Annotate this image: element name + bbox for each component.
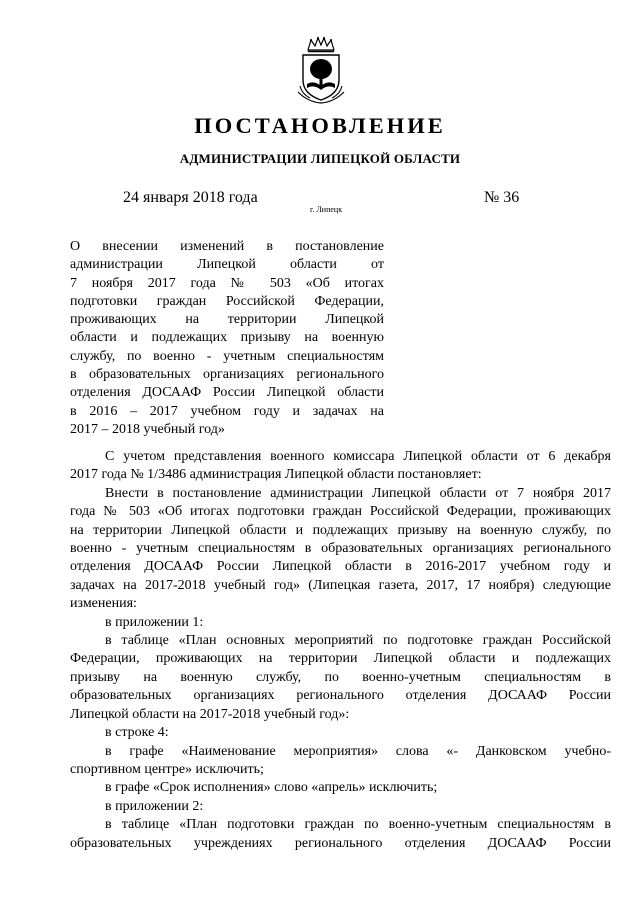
document-title: ПОСТАНОВЛЕНИЕ (194, 113, 446, 138)
heading-line: области и подлежащих призыву на военную (70, 330, 384, 346)
document-subtitle: АДМИНИСТРАЦИИ ЛИПЕЦКОЙ ОБЛАСТИ (179, 151, 461, 166)
heading-line: службу, по военно - учетным специальностям (70, 348, 384, 364)
heading-line: О внесении изменений в постановление (70, 239, 384, 254)
heading-line: 7 ноября 2017 года № 503 «Об итогах (70, 275, 384, 291)
body-line: в приложении 2: (105, 798, 204, 814)
body-line: С учетом представления военного комиссара Липецкой области от 6 декабря (105, 449, 611, 464)
body-line: в приложении 1: (105, 614, 204, 630)
coat-of-arms-icon (294, 36, 348, 104)
body-line: образовательных учреждениях регионального отделения ДОСААФ России (70, 835, 611, 851)
body-line: военно - учетным специальностям в образовательных организациях регионального (70, 541, 611, 557)
heading-line: 2017 – 2018 учебный год» (70, 421, 225, 437)
heading-line: проживающих на территории Липецкой (70, 312, 384, 328)
body-line: изменения: (70, 596, 137, 612)
body-line: в таблице «План подготовки граждан по военно-учетным специальностям в (105, 817, 611, 833)
body-line: в графе «Срок исполнения» слово «апрель» исключить; (105, 780, 438, 796)
body-line: Федерации, проживающих на территории Липецкой области и подлежащих (70, 651, 611, 667)
heading-line: администрации Липецкой области от (70, 257, 384, 273)
body-line: Внести в постановление администрации Липецкой области от 7 ноября 2017 (105, 485, 611, 501)
heading-line: в 2016 – 2017 учебном году и задачах на (70, 403, 384, 419)
body-line: в графе «Наименование мероприятия» слова «- Данковском учебно- (105, 743, 611, 759)
body-line: спортивном центре» исключить; (70, 761, 264, 777)
heading-line: в образовательных организациях регионального (70, 367, 384, 383)
body-line: в таблице «План основных мероприятий по подготовке граждан Российской (105, 633, 611, 649)
body-line: образовательных организациях регионального отделения ДОСААФ России (70, 688, 611, 704)
body-line: Липецкой области на 2017-2018 учебный год»: (70, 706, 350, 722)
heading-line: отделения ДОСААФ России Липецкой области (70, 385, 384, 401)
body-line: на территории Липецкой области и подлежащих призыву на военную службу, по (70, 522, 611, 538)
document-heading (70, 238, 384, 439)
heading-line: подготовки граждан Российской Федерации, (70, 293, 384, 309)
body-line: призыву на военную службу, по военно-учетным специальностям в (70, 669, 611, 685)
body-line: задачах на 2017-2018 учебный год» (Липецкая газета, 2017, 17 ноября) следующие (70, 577, 611, 593)
body-line: в строке 4: (105, 725, 169, 741)
document-date: 24 января 2018 года (123, 189, 258, 206)
document-city: г. Липецк (310, 205, 343, 214)
document-body (70, 448, 611, 853)
body-line: года № 503 «Об итогах подготовки граждан Российской Федерации, проживающих (70, 504, 611, 520)
body-line: отделения ДОСААФ России Липецкой области в 2016-2017 учебном году и (70, 559, 611, 575)
body-line: 2017 года № 1/3486 администрация Липецкой области постановляет: (70, 467, 482, 483)
document-number: № 36 (484, 189, 520, 206)
